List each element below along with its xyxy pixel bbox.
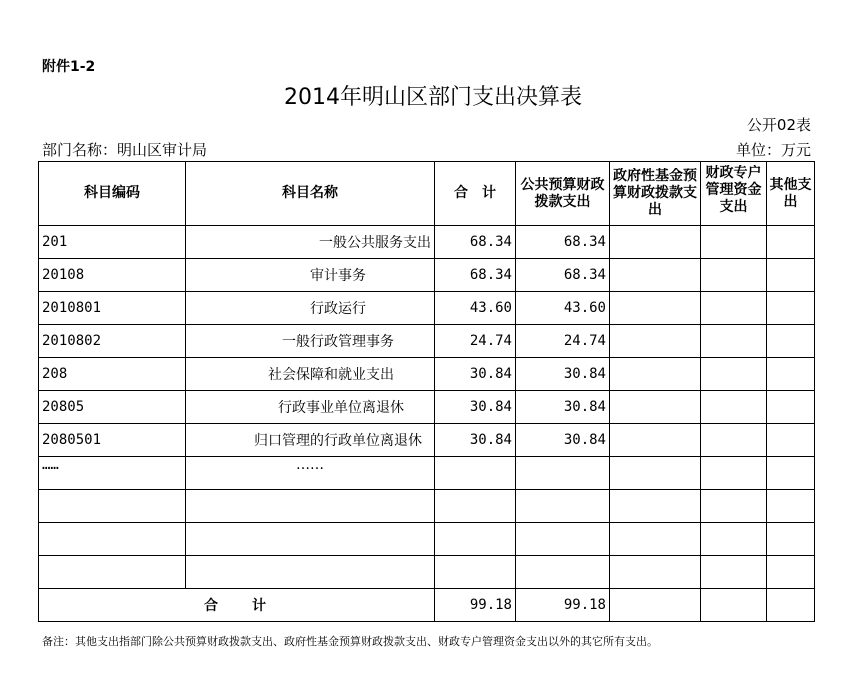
row-special <box>701 424 767 457</box>
empty-cell <box>39 523 186 556</box>
table-row-empty <box>39 523 815 556</box>
row-other <box>767 391 815 424</box>
row-code: 20108 <box>39 259 186 292</box>
table-row <box>39 358 815 391</box>
col-header-other: 其他支出 <box>767 162 815 226</box>
row-name: 行政事业单位离退休 <box>186 391 435 424</box>
total-amount: 99.18 <box>435 589 516 622</box>
total-row <box>39 589 815 622</box>
row-total: 43.60 <box>435 292 516 325</box>
row-total: 68.34 <box>435 259 516 292</box>
row-fund <box>610 358 701 391</box>
row-total: 68.34 <box>435 226 516 259</box>
col-header-gov-fund: 政府性基金预算财政拨款支出 <box>610 162 701 226</box>
row-fund <box>610 391 701 424</box>
empty-cell <box>767 490 815 523</box>
row-total: 30.84 <box>435 424 516 457</box>
footnote: 备注：其他支出指部门除公共预算财政拨款支出、政府性基金预算财政拨款支出、财政专户管理资金支出以外的其它所有支出。 <box>42 635 658 648</box>
row-public: 68.34 <box>516 259 610 292</box>
row-name: 归口管理的行政单位离退休 <box>186 424 435 457</box>
empty-cell <box>516 523 610 556</box>
row-special <box>701 259 767 292</box>
row-name: 行政运行 <box>186 292 435 325</box>
row-other <box>767 226 815 259</box>
row-fund <box>610 226 701 259</box>
row-fund <box>610 325 701 358</box>
table-row-empty <box>39 490 815 523</box>
empty-cell <box>435 490 516 523</box>
attachment-label: 附件1-2 <box>42 59 96 75</box>
row-total: 30.84 <box>435 391 516 424</box>
row-public: 43.60 <box>516 292 610 325</box>
row-name: 一般公共服务支出 <box>186 226 435 259</box>
row-fund <box>610 292 701 325</box>
table-row <box>39 226 815 259</box>
row-public <box>516 457 610 490</box>
row-public: 68.34 <box>516 226 610 259</box>
table-row-empty <box>39 556 815 589</box>
col-header-special-account: 财政专户管理资金支出 <box>701 162 767 226</box>
page-title: 2014年明山区部门支出决算表 <box>284 85 582 110</box>
row-special <box>701 292 767 325</box>
total-fund <box>610 589 701 622</box>
empty-cell <box>701 490 767 523</box>
row-special <box>701 226 767 259</box>
row-public: 24.74 <box>516 325 610 358</box>
form-number: 公开02表 <box>746 116 811 134</box>
row-public: 30.84 <box>516 391 610 424</box>
row-name: …… <box>186 457 435 490</box>
row-code: 2010801 <box>39 292 186 325</box>
row-public: 30.84 <box>516 358 610 391</box>
empty-cell <box>610 556 701 589</box>
total-public: 99.18 <box>516 589 610 622</box>
row-name: 审计事务 <box>186 259 435 292</box>
row-total <box>435 457 516 490</box>
empty-cell <box>516 556 610 589</box>
table-row <box>39 292 815 325</box>
table-row <box>39 325 815 358</box>
row-special <box>701 457 767 490</box>
row-code: 2010802 <box>39 325 186 358</box>
row-name: 一般行政管理事务 <box>186 325 435 358</box>
total-label: 合 计 <box>39 589 435 622</box>
row-other <box>767 457 815 490</box>
row-special <box>701 391 767 424</box>
empty-cell <box>435 523 516 556</box>
row-other <box>767 292 815 325</box>
total-special <box>701 589 767 622</box>
empty-cell <box>701 523 767 556</box>
col-header-name: 科目名称 <box>186 162 435 226</box>
row-fund <box>610 457 701 490</box>
empty-cell <box>767 523 815 556</box>
row-other <box>767 325 815 358</box>
row-fund <box>610 259 701 292</box>
empty-cell <box>610 523 701 556</box>
row-special <box>701 358 767 391</box>
row-code: 2080501 <box>39 424 186 457</box>
row-other <box>767 424 815 457</box>
row-total: 24.74 <box>435 325 516 358</box>
table-row <box>39 391 815 424</box>
row-code: …… <box>39 457 186 490</box>
empty-cell <box>186 556 435 589</box>
col-header-public-budget: 公共预算财政拨款支出 <box>516 162 610 226</box>
table-header-row <box>39 162 815 226</box>
table-row <box>39 457 815 490</box>
empty-cell <box>701 556 767 589</box>
row-fund <box>610 424 701 457</box>
empty-cell <box>39 490 186 523</box>
expenditure-table <box>38 161 815 622</box>
table-row <box>39 424 815 457</box>
col-header-code: 科目编码 <box>39 162 186 226</box>
row-other <box>767 358 815 391</box>
col-header-total: 合 计 <box>435 162 516 226</box>
empty-cell <box>516 490 610 523</box>
row-code: 208 <box>39 358 186 391</box>
row-public: 30.84 <box>516 424 610 457</box>
empty-cell <box>186 490 435 523</box>
total-other <box>767 589 815 622</box>
row-code: 201 <box>39 226 186 259</box>
empty-cell <box>435 556 516 589</box>
row-code: 20805 <box>39 391 186 424</box>
empty-cell <box>186 523 435 556</box>
table-row <box>39 259 815 292</box>
empty-cell <box>767 556 815 589</box>
department-name: 部门名称：明山区审计局 <box>42 141 208 159</box>
unit-label: 单位：万元 <box>735 141 811 159</box>
row-name: 社会保障和就业支出 <box>186 358 435 391</box>
row-other <box>767 259 815 292</box>
empty-cell <box>610 490 701 523</box>
empty-cell <box>39 556 186 589</box>
row-special <box>701 325 767 358</box>
row-total: 30.84 <box>435 358 516 391</box>
